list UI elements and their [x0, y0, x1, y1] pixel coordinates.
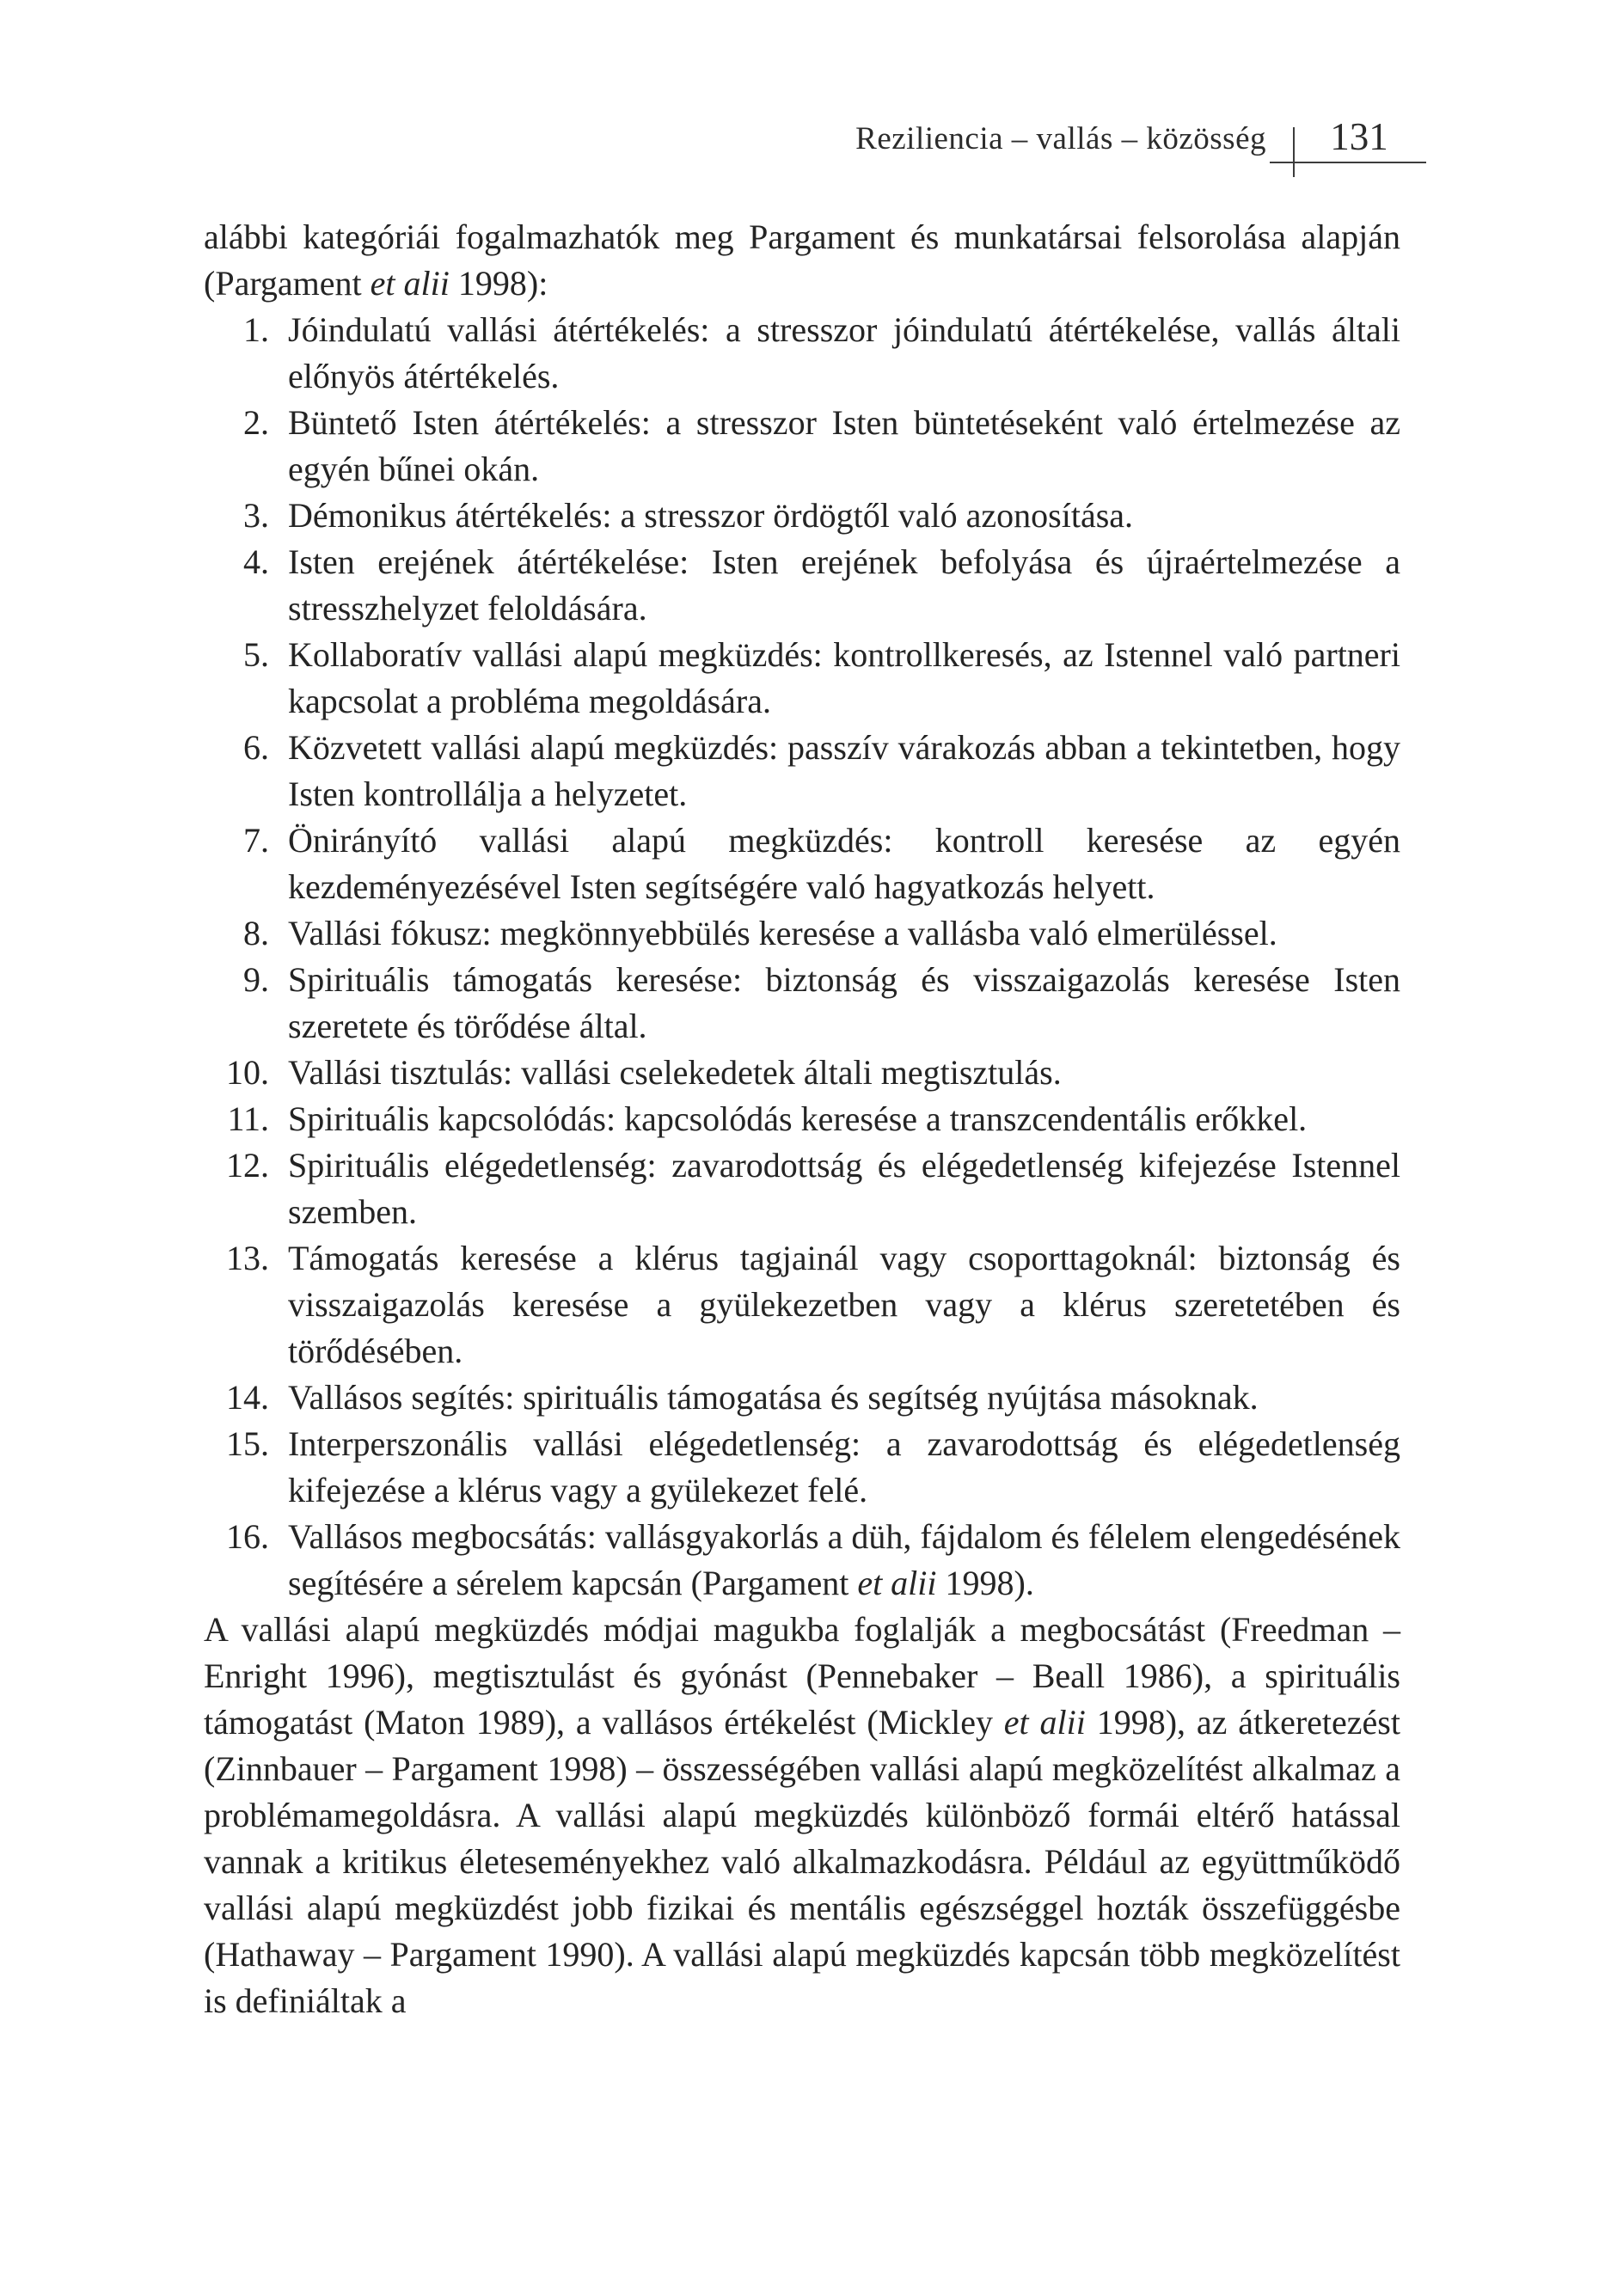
list-item — [204, 817, 1400, 910]
text-block — [204, 214, 1400, 2024]
list-item — [204, 1375, 1400, 1421]
list-item — [204, 307, 1400, 400]
body-paragraph: A vallási alapú megküzdés módjai magukba foglalják a megbocsátást (Freedman – Enright 1996), megtisztulást és gyónást (Pennebaker – Beall 1986), a spirituális támogatást (Maton 1989), a vallásos értékelést (Mickley et alii 1998), az átkeretezést (Zinnbauer – Pargament 1998) – összességében vallási alapú megközelítést alkalmaz a problémamegoldásra. A vallási alapú megküzdés különböző formái eltérő hatással vannak a kritikus életeseményekhez való alkalmazkodásra. Például az együttműködő vallási alapú megküzdést jobb fizikai és mentális egészséggel hozták összefüggésbe (Hathaway – Pargament 1990). A vallási alapú megküzdés kapcsán több megközelítést is definiáltak a — [204, 1610, 1400, 2020]
list-item — [204, 1096, 1400, 1142]
list-item-text: Vallási tisztulás: vallási cselekedetek általi megtisztulás. — [288, 1053, 1062, 1092]
list-item — [204, 1142, 1400, 1235]
list-item-text: Vallásos megbocsátás: vallásgyakorlás a düh, fájdalom és félelem elengedésének segítésére a sérelem kapcsán (Pargament et alii 1998). — [288, 1517, 1400, 1602]
list-item-number: 13. — [226, 1239, 269, 1277]
header-rule-line — [1270, 162, 1426, 163]
list-item-text: Isten erejének átértékelése: Isten erejének befolyása és újraértelmezése a stresszhelyzet feloldására. — [288, 542, 1400, 628]
list-item-number: 4. — [243, 542, 269, 581]
list-item-text: Büntető Isten átértékelés: a stresszor Isten büntetéseként való értelmezése az egyén bűnei okán. — [288, 403, 1400, 488]
running-header-title: Reziliencia – vallás – közösség — [855, 121, 1266, 156]
list-item-number: 15. — [226, 1424, 269, 1463]
list-item-text: Jóindulatú vallási átértékelés: a stresszor jóindulatú átértékelése, vallás általi előnyös átértékelés. — [288, 310, 1400, 395]
list-item-text: Támogatás keresése a klérus tagjainál vagy csoporttagoknál: biztonság és visszaigazolás keresése a gyülekezetben vagy a klérus szeretetében és törődésében. — [288, 1239, 1400, 1370]
list-item-number: 3. — [243, 496, 269, 535]
list-item — [204, 1514, 1400, 1607]
list-item-text: Spirituális elégedetlenség: zavarodottság és elégedetlenség kifejezése Istennel szemben. — [288, 1146, 1400, 1231]
list-item — [204, 725, 1400, 817]
list-item-number: 14. — [226, 1378, 269, 1417]
list-item-text: Vallási fókusz: megkönnyebbülés keresése a vallásba való elmerüléssel. — [288, 914, 1277, 952]
list-item — [204, 1235, 1400, 1375]
header-divider-line — [1293, 127, 1295, 177]
list-item — [204, 1421, 1400, 1514]
list-item-number: 7. — [243, 821, 269, 860]
list-item — [204, 400, 1400, 493]
list-item-number: 6. — [243, 728, 269, 767]
list-item-text: Démonikus átértékelés: a stresszor ördögtől való azonosítása. — [288, 496, 1134, 535]
list-item — [204, 910, 1400, 957]
list-item-number: 16. — [226, 1517, 269, 1556]
list-item-text: Interperszonális vallási elégedetlenség: a zavarodottság és elégedetlenség kifejezése a klérus vagy a gyülekezet felé. — [288, 1424, 1400, 1509]
intro-paragraph: alábbi kategóriái fogalmazhatók meg Pargament és munkatársai felsorolása alapján (Pargament et alii 1998): — [204, 217, 1400, 303]
list-item — [204, 493, 1400, 539]
list-item-text: Közvetett vallási alapú megküzdés: passzív várakozás abban a tekintetben, hogy Isten kontrollálja a helyzetet. — [288, 728, 1400, 813]
list-item-number: 11. — [227, 1099, 269, 1138]
list-item — [204, 957, 1400, 1050]
list-item-text: Vallásos segítés: spirituális támogatása és segítség nyújtása másoknak. — [288, 1378, 1259, 1417]
list-item-text: Spirituális támogatás keresése: biztonság és visszaigazolás keresése Isten szeretete és törődése által. — [288, 960, 1400, 1045]
page-number: 131 — [1330, 115, 1388, 158]
list-item-number: 10. — [226, 1053, 269, 1092]
list-item — [204, 1050, 1400, 1096]
list-item — [204, 632, 1400, 725]
list-item-number: 8. — [243, 914, 269, 952]
list-item-number: 9. — [243, 960, 269, 999]
list-item-text: Kollaboratív vallási alapú megküzdés: kontrollkeresés, az Istennel való partneri kapcsolat a probléma megoldására. — [288, 635, 1400, 720]
list-item — [204, 539, 1400, 632]
list-item-number: 2. — [243, 403, 269, 442]
list-item-number: 5. — [243, 635, 269, 674]
coping-categories-list — [204, 307, 1400, 1607]
list-item-number: 12. — [226, 1146, 269, 1185]
list-item-text: Spirituális kapcsolódás: kapcsolódás keresése a transzcendentális erőkkel. — [288, 1099, 1308, 1138]
list-item-number: 1. — [243, 310, 269, 349]
list-item-text: Önirányító vallási alapú megküzdés: kontroll keresése az egyén kezdeményezésével Isten segítségére való hagyatkozás helyett. — [288, 821, 1400, 906]
